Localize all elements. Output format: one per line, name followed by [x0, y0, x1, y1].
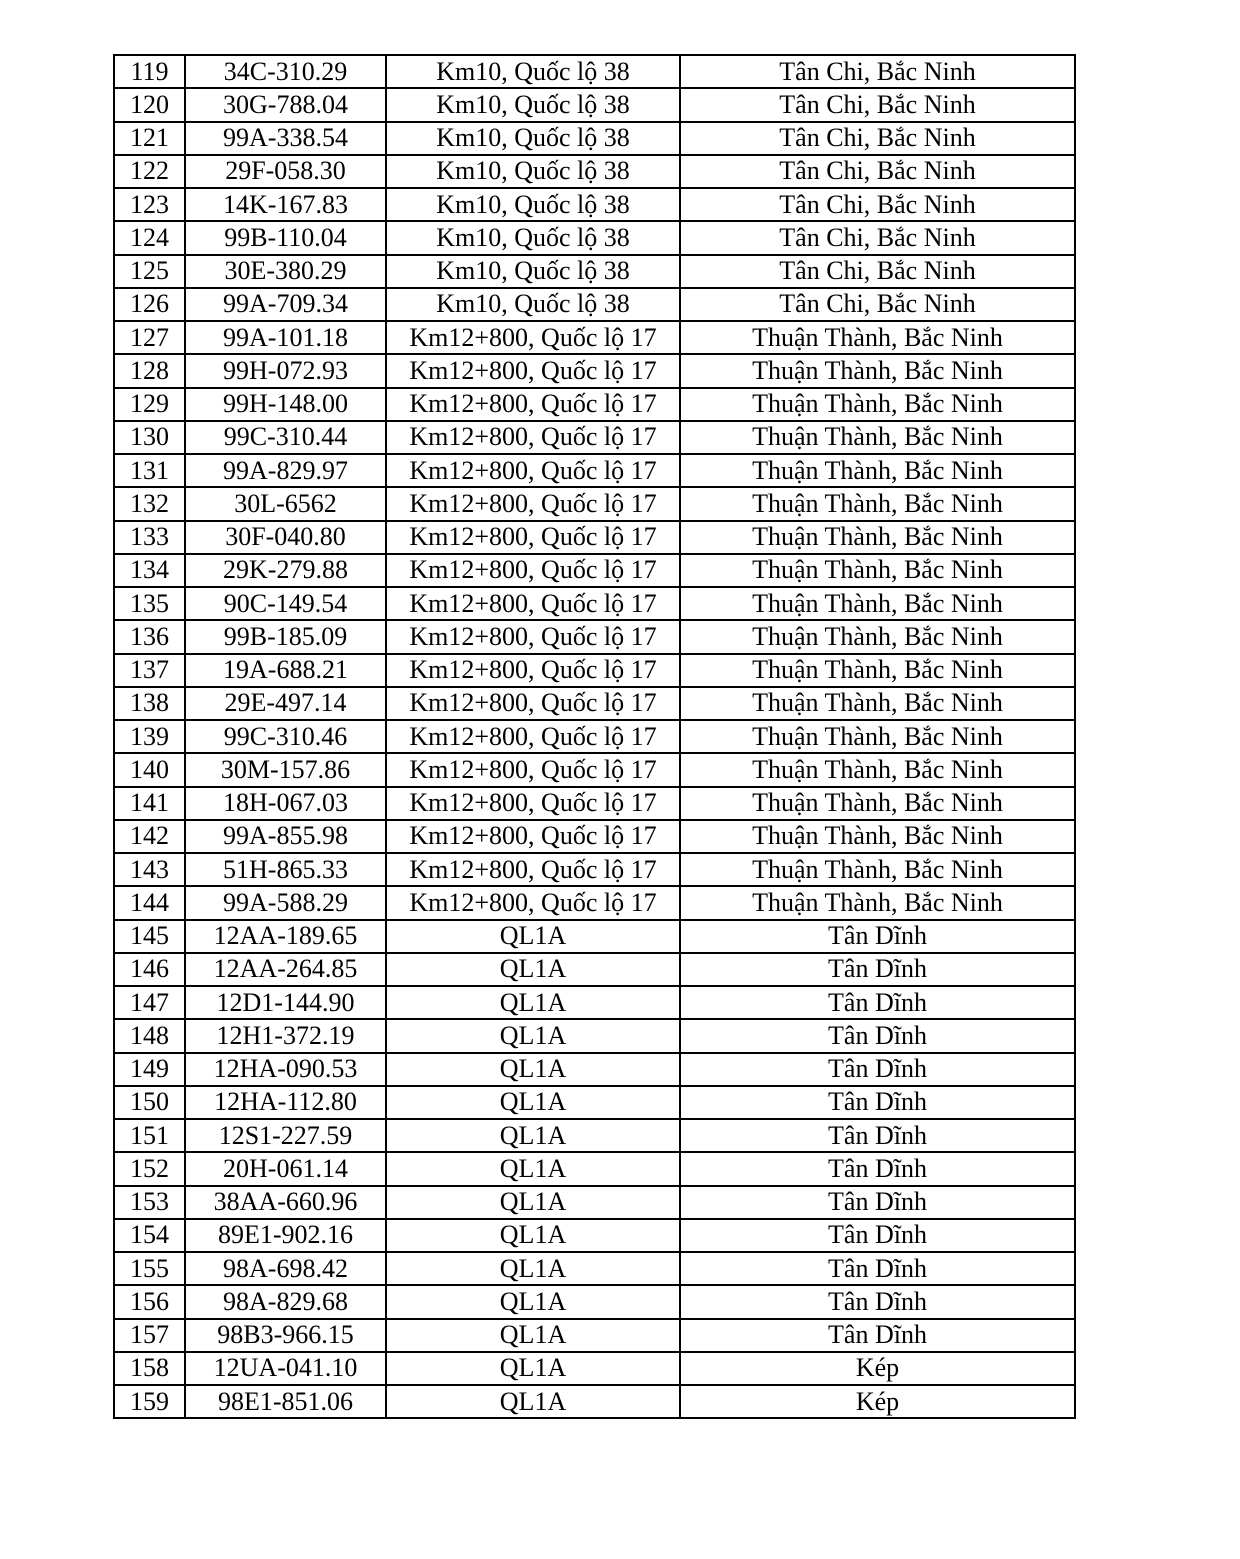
cell-location: Km10, Quốc lộ 38 [386, 188, 680, 221]
cell-row-number: 132 [114, 487, 185, 520]
cell-license-plate: 99A-709.34 [185, 288, 386, 321]
cell-area: Thuận Thành, Bắc Ninh [680, 388, 1075, 421]
cell-row-number: 131 [114, 454, 185, 487]
cell-license-plate: 20H-061.14 [185, 1152, 386, 1185]
cell-license-plate: 99A-855.98 [185, 820, 386, 853]
cell-row-number: 136 [114, 620, 185, 653]
cell-location: QL1A [386, 1053, 680, 1086]
cell-area: Kép [680, 1385, 1075, 1418]
cell-location: Km12+800, Quốc lộ 17 [386, 620, 680, 653]
table-row [114, 255, 1075, 288]
cell-area: Tân Dĩnh [680, 1019, 1075, 1052]
cell-row-number: 159 [114, 1385, 185, 1418]
cell-row-number: 126 [114, 288, 185, 321]
cell-license-plate: 12HA-112.80 [185, 1086, 386, 1119]
cell-license-plate: 99H-072.93 [185, 354, 386, 387]
cell-location: QL1A [386, 1019, 680, 1052]
cell-row-number: 135 [114, 587, 185, 620]
cell-location: Km12+800, Quốc lộ 17 [386, 487, 680, 520]
table-row [114, 687, 1075, 720]
cell-area: Thuận Thành, Bắc Ninh [680, 720, 1075, 753]
table-row [114, 886, 1075, 919]
cell-row-number: 143 [114, 853, 185, 886]
cell-area: Tân Chi, Bắc Ninh [680, 55, 1075, 88]
cell-location: QL1A [386, 1285, 680, 1318]
cell-location: Km10, Quốc lộ 38 [386, 88, 680, 121]
cell-area: Tân Dĩnh [680, 1285, 1075, 1318]
cell-license-plate: 34C-310.29 [185, 55, 386, 88]
cell-license-plate: 98E1-851.06 [185, 1385, 386, 1418]
cell-row-number: 155 [114, 1252, 185, 1285]
cell-row-number: 119 [114, 55, 185, 88]
cell-license-plate: 99C-310.46 [185, 720, 386, 753]
cell-license-plate: 98A-829.68 [185, 1285, 386, 1318]
cell-area: Tân Dĩnh [680, 953, 1075, 986]
cell-row-number: 128 [114, 354, 185, 387]
cell-area: Tân Chi, Bắc Ninh [680, 255, 1075, 288]
cell-row-number: 137 [114, 654, 185, 687]
cell-license-plate: 99A-101.18 [185, 321, 386, 354]
cell-location: Km12+800, Quốc lộ 17 [386, 587, 680, 620]
cell-row-number: 121 [114, 122, 185, 155]
cell-area: Thuận Thành, Bắc Ninh [680, 521, 1075, 554]
cell-license-plate: 99B-110.04 [185, 221, 386, 254]
cell-license-plate: 29F-058.30 [185, 155, 386, 188]
cell-location: Km12+800, Quốc lộ 17 [386, 421, 680, 454]
cell-location: QL1A [386, 920, 680, 953]
cell-row-number: 150 [114, 1086, 185, 1119]
table-row [114, 321, 1075, 354]
table-row [114, 753, 1075, 786]
cell-area: Tân Dĩnh [680, 1252, 1075, 1285]
cell-location: QL1A [386, 1186, 680, 1219]
cell-row-number: 134 [114, 554, 185, 587]
cell-row-number: 154 [114, 1219, 185, 1252]
cell-location: Km12+800, Quốc lộ 17 [386, 787, 680, 820]
table-row [114, 221, 1075, 254]
cell-location: Km12+800, Quốc lộ 17 [386, 521, 680, 554]
table-row [114, 920, 1075, 953]
cell-row-number: 123 [114, 188, 185, 221]
cell-row-number: 127 [114, 321, 185, 354]
cell-license-plate: 99A-829.97 [185, 454, 386, 487]
table-row [114, 521, 1075, 554]
cell-location: Km10, Quốc lộ 38 [386, 288, 680, 321]
cell-location: Km12+800, Quốc lộ 17 [386, 388, 680, 421]
table-row [114, 1319, 1075, 1352]
cell-license-plate: 30F-040.80 [185, 521, 386, 554]
cell-license-plate: 99C-310.44 [185, 421, 386, 454]
cell-license-plate: 12D1-144.90 [185, 986, 386, 1019]
table-row [114, 388, 1075, 421]
cell-area: Tân Chi, Bắc Ninh [680, 155, 1075, 188]
violation-table [113, 54, 1076, 1419]
cell-license-plate: 29K-279.88 [185, 554, 386, 587]
cell-row-number: 158 [114, 1352, 185, 1385]
table-row [114, 587, 1075, 620]
cell-location: QL1A [386, 1385, 680, 1418]
cell-area: Tân Chi, Bắc Ninh [680, 221, 1075, 254]
cell-license-plate: 99B-185.09 [185, 620, 386, 653]
cell-area: Thuận Thành, Bắc Ninh [680, 587, 1075, 620]
cell-location: Km12+800, Quốc lộ 17 [386, 354, 680, 387]
cell-location: QL1A [386, 1252, 680, 1285]
cell-row-number: 144 [114, 886, 185, 919]
cell-location: QL1A [386, 986, 680, 1019]
table-row [114, 620, 1075, 653]
cell-area: Thuận Thành, Bắc Ninh [680, 487, 1075, 520]
table-row [114, 421, 1075, 454]
cell-row-number: 142 [114, 820, 185, 853]
table-row [114, 1252, 1075, 1285]
cell-row-number: 133 [114, 521, 185, 554]
table-row [114, 454, 1075, 487]
cell-area: Thuận Thành, Bắc Ninh [680, 654, 1075, 687]
cell-area: Tân Dĩnh [680, 986, 1075, 1019]
cell-area: Tân Dĩnh [680, 1152, 1075, 1185]
table-row [114, 1285, 1075, 1318]
table-row [114, 953, 1075, 986]
table-row [114, 654, 1075, 687]
cell-license-plate: 12UA-041.10 [185, 1352, 386, 1385]
table-row [114, 1086, 1075, 1119]
cell-license-plate: 19A-688.21 [185, 654, 386, 687]
cell-row-number: 122 [114, 155, 185, 188]
cell-area: Thuận Thành, Bắc Ninh [680, 886, 1075, 919]
table-row [114, 1119, 1075, 1152]
cell-row-number: 153 [114, 1186, 185, 1219]
table-row [114, 188, 1075, 221]
cell-row-number: 152 [114, 1152, 185, 1185]
cell-location: Km12+800, Quốc lộ 17 [386, 820, 680, 853]
table-row [114, 720, 1075, 753]
cell-license-plate: 30M-157.86 [185, 753, 386, 786]
table-row [114, 1152, 1075, 1185]
cell-location: Km12+800, Quốc lộ 17 [386, 753, 680, 786]
table-row [114, 1053, 1075, 1086]
cell-location: Km10, Quốc lộ 38 [386, 221, 680, 254]
cell-location: Km12+800, Quốc lộ 17 [386, 654, 680, 687]
cell-row-number: 147 [114, 986, 185, 1019]
cell-area: Tân Dĩnh [680, 1319, 1075, 1352]
cell-row-number: 157 [114, 1319, 185, 1352]
cell-license-plate: 51H-865.33 [185, 853, 386, 886]
cell-area: Tân Dĩnh [680, 1053, 1075, 1086]
cell-row-number: 148 [114, 1019, 185, 1052]
cell-row-number: 156 [114, 1285, 185, 1318]
cell-location: Km12+800, Quốc lộ 17 [386, 687, 680, 720]
table-row [114, 554, 1075, 587]
cell-area: Thuận Thành, Bắc Ninh [680, 321, 1075, 354]
cell-row-number: 129 [114, 388, 185, 421]
table-row [114, 354, 1075, 387]
cell-location: Km12+800, Quốc lộ 17 [386, 454, 680, 487]
cell-area: Tân Chi, Bắc Ninh [680, 188, 1075, 221]
cell-location: Km12+800, Quốc lộ 17 [386, 720, 680, 753]
cell-location: QL1A [386, 1219, 680, 1252]
cell-area: Tân Chi, Bắc Ninh [680, 288, 1075, 321]
cell-location: Km10, Quốc lộ 38 [386, 55, 680, 88]
cell-license-plate: 98B3-966.15 [185, 1319, 386, 1352]
cell-area: Thuận Thành, Bắc Ninh [680, 787, 1075, 820]
table-row [114, 787, 1075, 820]
cell-license-plate: 98A-698.42 [185, 1252, 386, 1285]
table-row [114, 155, 1075, 188]
cell-area: Thuận Thành, Bắc Ninh [680, 454, 1075, 487]
cell-license-plate: 30G-788.04 [185, 88, 386, 121]
cell-location: QL1A [386, 1352, 680, 1385]
cell-area: Tân Chi, Bắc Ninh [680, 88, 1075, 121]
cell-area: Thuận Thành, Bắc Ninh [680, 421, 1075, 454]
cell-area: Kép [680, 1352, 1075, 1385]
table-row [114, 820, 1075, 853]
cell-license-plate: 12AA-189.65 [185, 920, 386, 953]
cell-area: Thuận Thành, Bắc Ninh [680, 753, 1075, 786]
table-row [114, 1019, 1075, 1052]
cell-location: Km12+800, Quốc lộ 17 [386, 853, 680, 886]
cell-area: Tân Dĩnh [680, 1186, 1075, 1219]
table-row [114, 55, 1075, 88]
cell-area: Thuận Thành, Bắc Ninh [680, 620, 1075, 653]
cell-location: Km12+800, Quốc lộ 17 [386, 554, 680, 587]
cell-area: Thuận Thành, Bắc Ninh [680, 853, 1075, 886]
cell-area: Thuận Thành, Bắc Ninh [680, 554, 1075, 587]
table-row [114, 487, 1075, 520]
cell-location: QL1A [386, 953, 680, 986]
cell-area: Tân Dĩnh [680, 920, 1075, 953]
cell-location: QL1A [386, 1119, 680, 1152]
cell-license-plate: 30E-380.29 [185, 255, 386, 288]
cell-row-number: 140 [114, 753, 185, 786]
cell-license-plate: 12AA-264.85 [185, 953, 386, 986]
cell-location: Km10, Quốc lộ 38 [386, 122, 680, 155]
cell-row-number: 146 [114, 953, 185, 986]
table-row [114, 1219, 1075, 1252]
cell-row-number: 125 [114, 255, 185, 288]
cell-license-plate: 14K-167.83 [185, 188, 386, 221]
cell-area: Tân Dĩnh [680, 1219, 1075, 1252]
cell-row-number: 151 [114, 1119, 185, 1152]
cell-area: Tân Dĩnh [680, 1086, 1075, 1119]
cell-license-plate: 12H1-372.19 [185, 1019, 386, 1052]
cell-row-number: 149 [114, 1053, 185, 1086]
table-row [114, 986, 1075, 1019]
cell-area: Tân Chi, Bắc Ninh [680, 122, 1075, 155]
cell-row-number: 120 [114, 88, 185, 121]
table-row [114, 88, 1075, 121]
table-row [114, 1352, 1075, 1385]
table-body [114, 55, 1075, 1418]
cell-location: Km12+800, Quốc lộ 17 [386, 886, 680, 919]
cell-row-number: 145 [114, 920, 185, 953]
cell-license-plate: 38AA-660.96 [185, 1186, 386, 1219]
table-row [114, 1385, 1075, 1418]
cell-license-plate: 30L-6562 [185, 487, 386, 520]
cell-license-plate: 99H-148.00 [185, 388, 386, 421]
cell-location: Km10, Quốc lộ 38 [386, 255, 680, 288]
cell-location: QL1A [386, 1086, 680, 1119]
table-row [114, 122, 1075, 155]
cell-row-number: 141 [114, 787, 185, 820]
cell-license-plate: 99A-588.29 [185, 886, 386, 919]
cell-row-number: 138 [114, 687, 185, 720]
cell-area: Thuận Thành, Bắc Ninh [680, 687, 1075, 720]
cell-row-number: 124 [114, 221, 185, 254]
cell-area: Thuận Thành, Bắc Ninh [680, 820, 1075, 853]
table-row [114, 1186, 1075, 1219]
cell-row-number: 139 [114, 720, 185, 753]
cell-row-number: 130 [114, 421, 185, 454]
cell-location: QL1A [386, 1152, 680, 1185]
cell-license-plate: 89E1-902.16 [185, 1219, 386, 1252]
cell-area: Thuận Thành, Bắc Ninh [680, 354, 1075, 387]
cell-license-plate: 12S1-227.59 [185, 1119, 386, 1152]
cell-license-plate: 12HA-090.53 [185, 1053, 386, 1086]
cell-license-plate: 29E-497.14 [185, 687, 386, 720]
cell-area: Tân Dĩnh [680, 1119, 1075, 1152]
cell-location: Km12+800, Quốc lộ 17 [386, 321, 680, 354]
cell-license-plate: 90C-149.54 [185, 587, 386, 620]
table-row [114, 288, 1075, 321]
cell-location: QL1A [386, 1319, 680, 1352]
cell-license-plate: 99A-338.54 [185, 122, 386, 155]
table-row [114, 853, 1075, 886]
cell-license-plate: 18H-067.03 [185, 787, 386, 820]
cell-location: Km10, Quốc lộ 38 [386, 155, 680, 188]
